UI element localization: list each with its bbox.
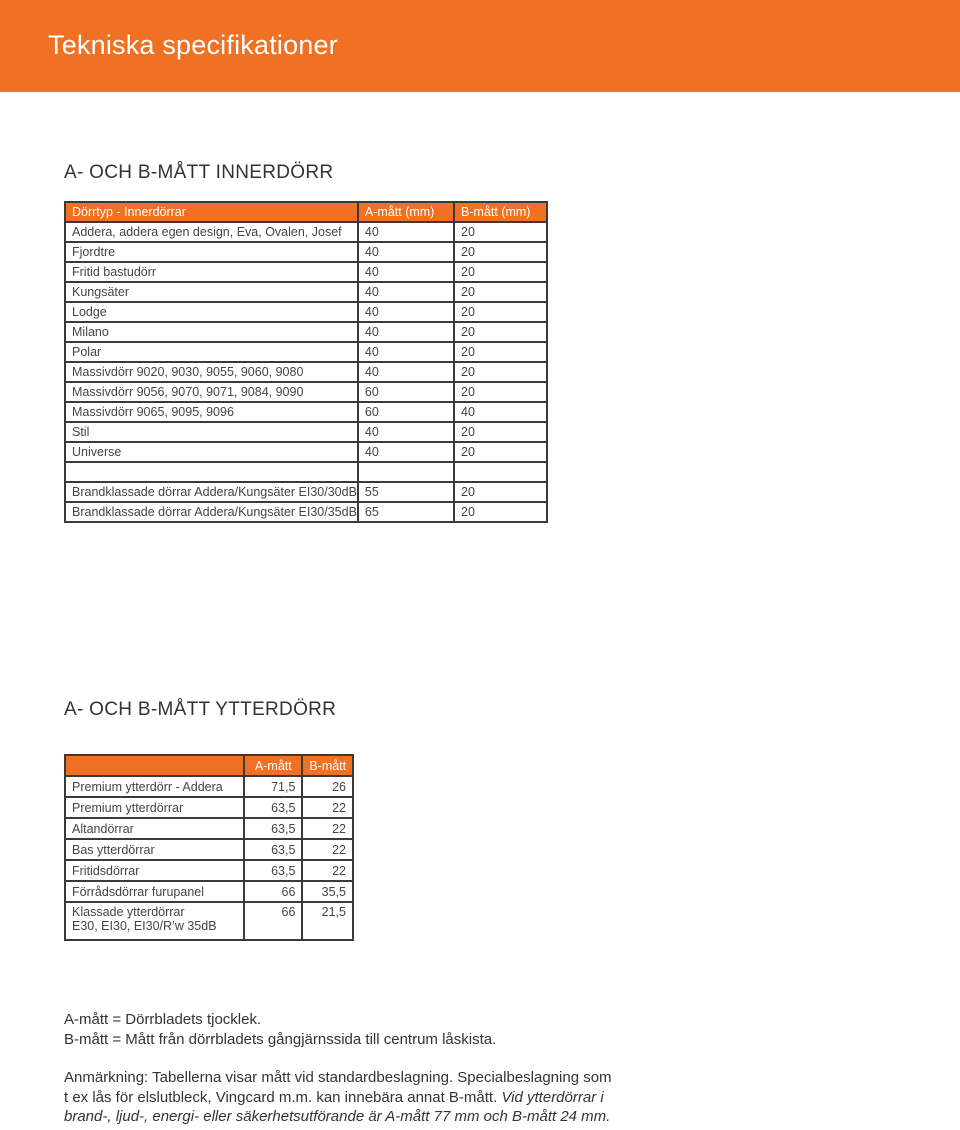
table-row: [65, 839, 353, 860]
table-cell-label: Förrådsdörrar furupanel: [65, 881, 244, 902]
table-cell-name: Lodge: [65, 302, 358, 322]
table-row: [65, 902, 353, 940]
remark: [64, 1068, 944, 1127]
table-cell-a: 60: [358, 382, 454, 402]
table-cell-label: Premium ytterdörr - Addera: [65, 776, 244, 797]
table-cell-b: 26: [302, 776, 353, 797]
table-row: [65, 242, 547, 262]
outer-door-heading: A- OCH B-MÅTT YTTERDÖRR: [64, 699, 337, 720]
table-cell-a: 55: [358, 482, 454, 502]
table-cell-b: 22: [302, 860, 353, 881]
table-cell-name: Polar: [65, 342, 358, 362]
table-row: [65, 881, 353, 902]
table-cell-name: Brandklassade dörrar Addera/Kungsäter EI30/30dB: [65, 482, 358, 502]
table-cell-label: Fritidsdörrar: [65, 860, 244, 881]
inner-door-heading: A- OCH B-MÅTT INNERDÖRR: [64, 162, 334, 183]
table-cell-b: [454, 462, 547, 482]
column-header: B-mått (mm): [454, 202, 547, 222]
label-line: Klassade ytterdörrar: [72, 905, 185, 919]
remark-line2-italic: Vid ytterdörrar i: [501, 1088, 604, 1106]
table-cell-b: 20: [454, 222, 547, 242]
table-cell-name: Massivdörr 9020, 9030, 9055, 9060, 9080: [65, 362, 358, 382]
header-banner: [0, 0, 960, 92]
table-row: [65, 382, 547, 402]
table-row: [65, 502, 547, 522]
column-header: A-mått: [244, 755, 302, 776]
table-row: [65, 482, 547, 502]
outer-door-table: [64, 754, 354, 941]
table-cell-a: 63,5: [244, 860, 302, 881]
column-header: [65, 755, 244, 776]
table-cell-b: 20: [454, 242, 547, 262]
table-cell-b: 20: [454, 362, 547, 382]
table-cell-b: 20: [454, 302, 547, 322]
table-cell-a: 65: [358, 502, 454, 522]
table-row: [65, 322, 547, 342]
table-row: [65, 282, 547, 302]
column-header: Dörrtyp - Innerdörrar: [65, 202, 358, 222]
table-cell-name: Brandklassade dörrar Addera/Kungsäter EI30/35dB: [65, 502, 358, 522]
table-cell-a: 40: [358, 302, 454, 322]
table-row: [65, 402, 547, 422]
table-cell-name: [65, 462, 358, 482]
table-header-row: [65, 202, 547, 222]
table-row: [65, 797, 353, 818]
table-cell-name: Stil: [65, 422, 358, 442]
table-cell-a: 66: [244, 902, 302, 940]
table-cell-name: Massivdörr 9056, 9070, 9071, 9084, 9090: [65, 382, 358, 402]
table-cell-b: 20: [454, 322, 547, 342]
table-cell-a: 40: [358, 362, 454, 382]
table-cell-a: 40: [358, 282, 454, 302]
table-cell-a: 60: [358, 402, 454, 422]
table-cell-name: Milano: [65, 322, 358, 342]
table-cell-name: Kungsäter: [65, 282, 358, 302]
table-row: [65, 462, 547, 482]
remark-line1: Anmärkning: Tabellerna visar mått vid standardbeslagning. Specialbeslagning som: [64, 1069, 612, 1086]
notes: [64, 1010, 944, 1127]
column-header: A-mått (mm): [358, 202, 454, 222]
page-title: Tekniska specifikationer: [48, 30, 338, 60]
table-cell-b: 20: [454, 442, 547, 462]
table-cell-a: 40: [358, 242, 454, 262]
table-cell-label: Bas ytterdörrar: [65, 839, 244, 860]
remark-line3-italic: brand-, ljud-, energi- eller säkerhetsutförande är A-mått 77 mm och B-mått 24 mm.: [64, 1108, 611, 1125]
table-row: [65, 302, 547, 322]
table-cell-b: 40: [454, 402, 547, 422]
table-cell-b: 20: [454, 502, 547, 522]
table-row: [65, 342, 547, 362]
b-definition: B-mått = Mått från dörrbladets gångjärnssida till centrum låskista.: [64, 1030, 497, 1048]
table-cell-a: 40: [358, 262, 454, 282]
table-cell-a: 40: [358, 222, 454, 242]
table-cell-name: Fritid bastudörr: [65, 262, 358, 282]
column-header: B-mått: [302, 755, 353, 776]
table-cell-b: 35,5: [302, 881, 353, 902]
table-cell-a: 40: [358, 342, 454, 362]
table-cell-name: Addera, addera egen design, Eva, Ovalen, Josef: [65, 222, 358, 242]
table-row: [65, 222, 547, 242]
a-definition: A-mått = Dörrbladets tjocklek.: [64, 1011, 262, 1028]
table-cell-b: 20: [454, 382, 547, 402]
remark-line2: t ex lås för elslutbleck, Vingcard m.m. kan innebära annat B-mått.: [64, 1088, 498, 1106]
table-row: [65, 422, 547, 442]
table-header-row: [65, 755, 353, 776]
table-cell-label: [65, 902, 244, 940]
table-cell-b: 20: [454, 282, 547, 302]
table-cell-a: 63,5: [244, 797, 302, 818]
table-cell-b: 20: [454, 342, 547, 362]
table-cell-a: 66: [244, 881, 302, 902]
table-cell-b: 20: [454, 262, 547, 282]
table-cell-a: 40: [358, 322, 454, 342]
table-row: [65, 362, 547, 382]
table-cell-name: Fjordtre: [65, 242, 358, 262]
table-cell-b: 20: [454, 482, 547, 502]
table-cell-label: Altandörrar: [65, 818, 244, 839]
table-cell-b: 22: [302, 818, 353, 839]
table-cell-b: 20: [454, 422, 547, 442]
table-row: [65, 262, 547, 282]
label-line: E30, EI30, EI30/R’w 35dB: [72, 919, 217, 933]
table-cell-label: Premium ytterdörrar: [65, 797, 244, 818]
table-row: [65, 442, 547, 462]
table-cell-a: 40: [358, 442, 454, 462]
table-cell-b: 22: [302, 839, 353, 860]
table-row: [65, 776, 353, 797]
table-cell-a: [358, 462, 454, 482]
table-cell-a: 71,5: [244, 776, 302, 797]
table-cell-name: Universe: [65, 442, 358, 462]
table-cell-a: 63,5: [244, 818, 302, 839]
table-cell-b: 21,5: [302, 902, 353, 940]
table-cell-b: 22: [302, 797, 353, 818]
inner-door-table: [64, 201, 548, 523]
table-row: [65, 818, 353, 839]
table-cell-a: 63,5: [244, 839, 302, 860]
table-cell-name: Massivdörr 9065, 9095, 9096: [65, 402, 358, 422]
table-row: [65, 860, 353, 881]
table-cell-a: 40: [358, 422, 454, 442]
